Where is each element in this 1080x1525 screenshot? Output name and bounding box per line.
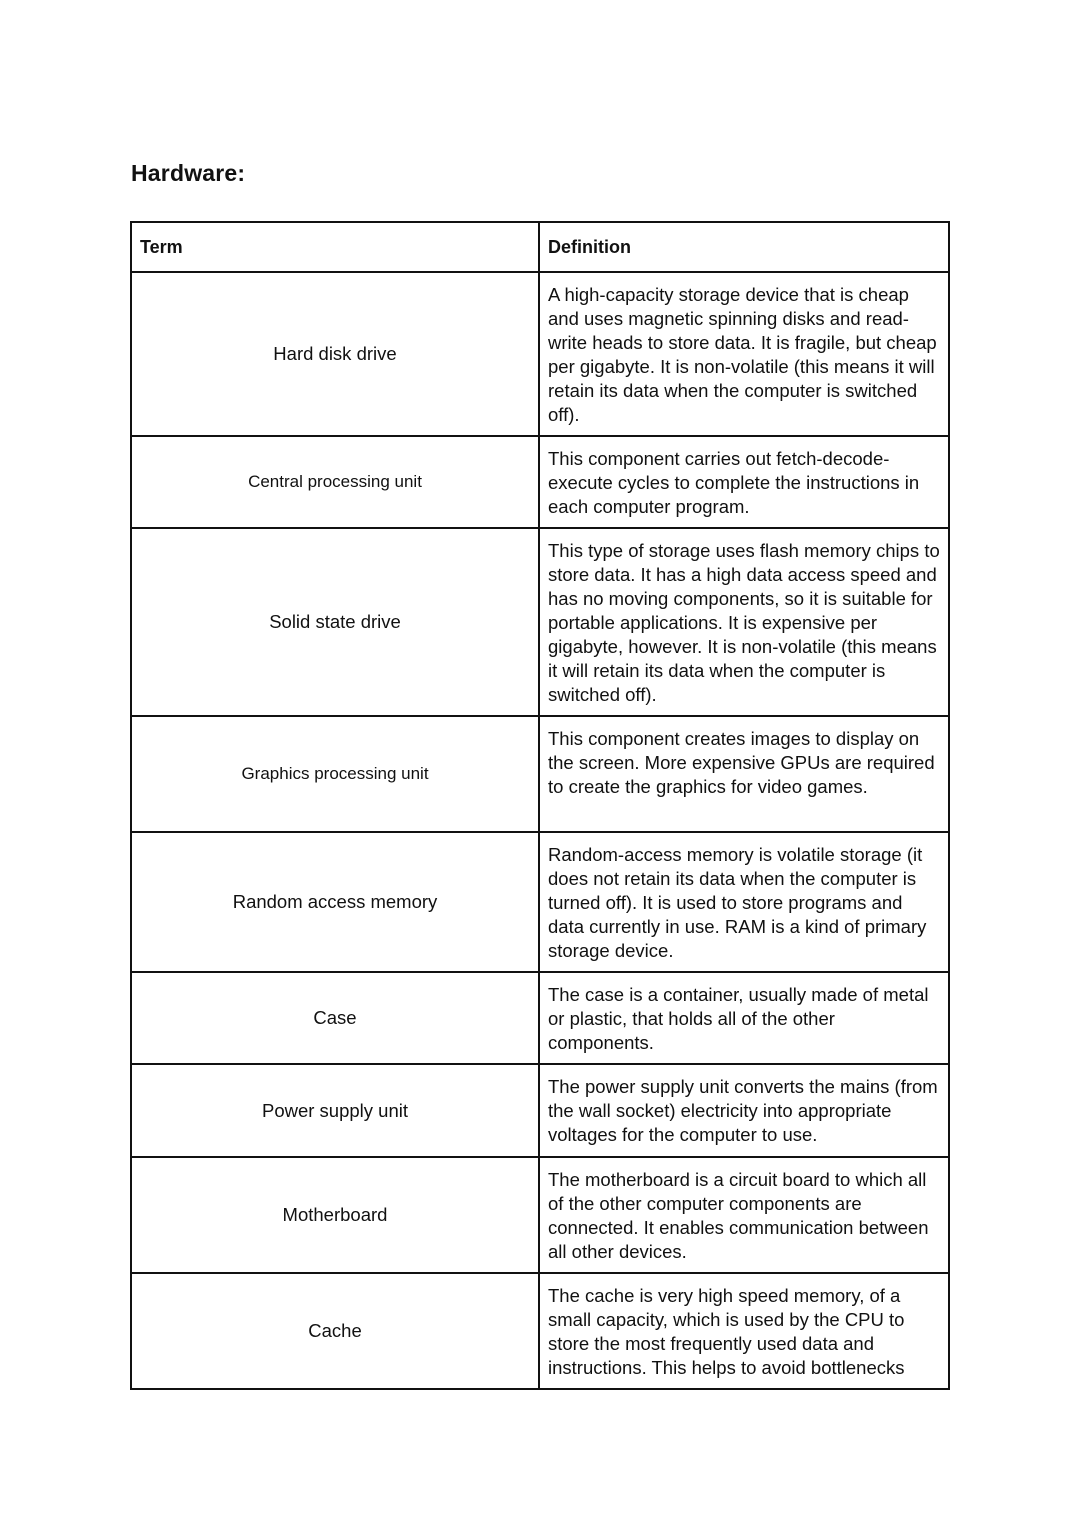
term-cell: Graphics processing unit bbox=[131, 716, 539, 832]
definition-column-header: Definition bbox=[539, 222, 949, 272]
hardware-glossary-table bbox=[130, 221, 950, 1390]
term-cell: Solid state drive bbox=[131, 528, 539, 716]
definition-cell: Random-access memory is volatile storage (it does not retain its data when the computer is turned off). It is used to store programs and data currently in use. RAM is a kind of primary storage device. bbox=[539, 832, 949, 972]
table-row bbox=[131, 528, 949, 716]
definition-cell: This type of storage uses flash memory chips to store data. It has a high data access speed and has no moving components, so it is suitable for portable applications. It is expensive per gigabyte, however. It is non-volatile (this means it will retain its data when the computer is switched off). bbox=[539, 528, 949, 716]
definition-cell: A high-capacity storage device that is cheap and uses magnetic spinning disks and read-write heads to store data. It is fragile, but cheap per gigabyte. It is non-volatile (this means it will retain its data when the computer is switched off). bbox=[539, 272, 949, 436]
table-row bbox=[131, 1064, 949, 1157]
term-cell: Cache bbox=[131, 1273, 539, 1389]
definition-cell: The power supply unit converts the mains (from the wall socket) electricity into appropriate voltages for the computer to use. bbox=[539, 1064, 949, 1157]
table-row bbox=[131, 272, 949, 436]
definition-cell: This component creates images to display on the screen. More expensive GPUs are required to create the graphics for video games. bbox=[539, 716, 949, 832]
table-row bbox=[131, 436, 949, 528]
table-row bbox=[131, 832, 949, 972]
table-row bbox=[131, 972, 949, 1064]
term-cell: Case bbox=[131, 972, 539, 1064]
term-cell: Hard disk drive bbox=[131, 272, 539, 436]
table-header-row bbox=[131, 222, 949, 272]
page-heading: Hardware: bbox=[131, 160, 246, 186]
table-row bbox=[131, 716, 949, 832]
definition-cell: The cache is very high speed memory, of a small capacity, which is used by the CPU to store the most frequently used data and instructions. This helps to avoid bottlenecks bbox=[539, 1273, 949, 1389]
term-cell: Random access memory bbox=[131, 832, 539, 972]
table-row bbox=[131, 1273, 949, 1389]
definition-cell: The case is a container, usually made of metal or plastic, that holds all of the other components. bbox=[539, 972, 949, 1064]
term-cell: Power supply unit bbox=[131, 1064, 539, 1157]
definition-cell: The motherboard is a circuit board to which all of the other computer components are connected. It enables communication between all other devices. bbox=[539, 1157, 949, 1273]
term-column-header: Term bbox=[131, 222, 539, 272]
table-row bbox=[131, 1157, 949, 1273]
term-cell: Central processing unit bbox=[131, 436, 539, 528]
term-cell: Motherboard bbox=[131, 1157, 539, 1273]
definition-cell: This component carries out fetch-decode-execute cycles to complete the instructions in each computer program. bbox=[539, 436, 949, 528]
